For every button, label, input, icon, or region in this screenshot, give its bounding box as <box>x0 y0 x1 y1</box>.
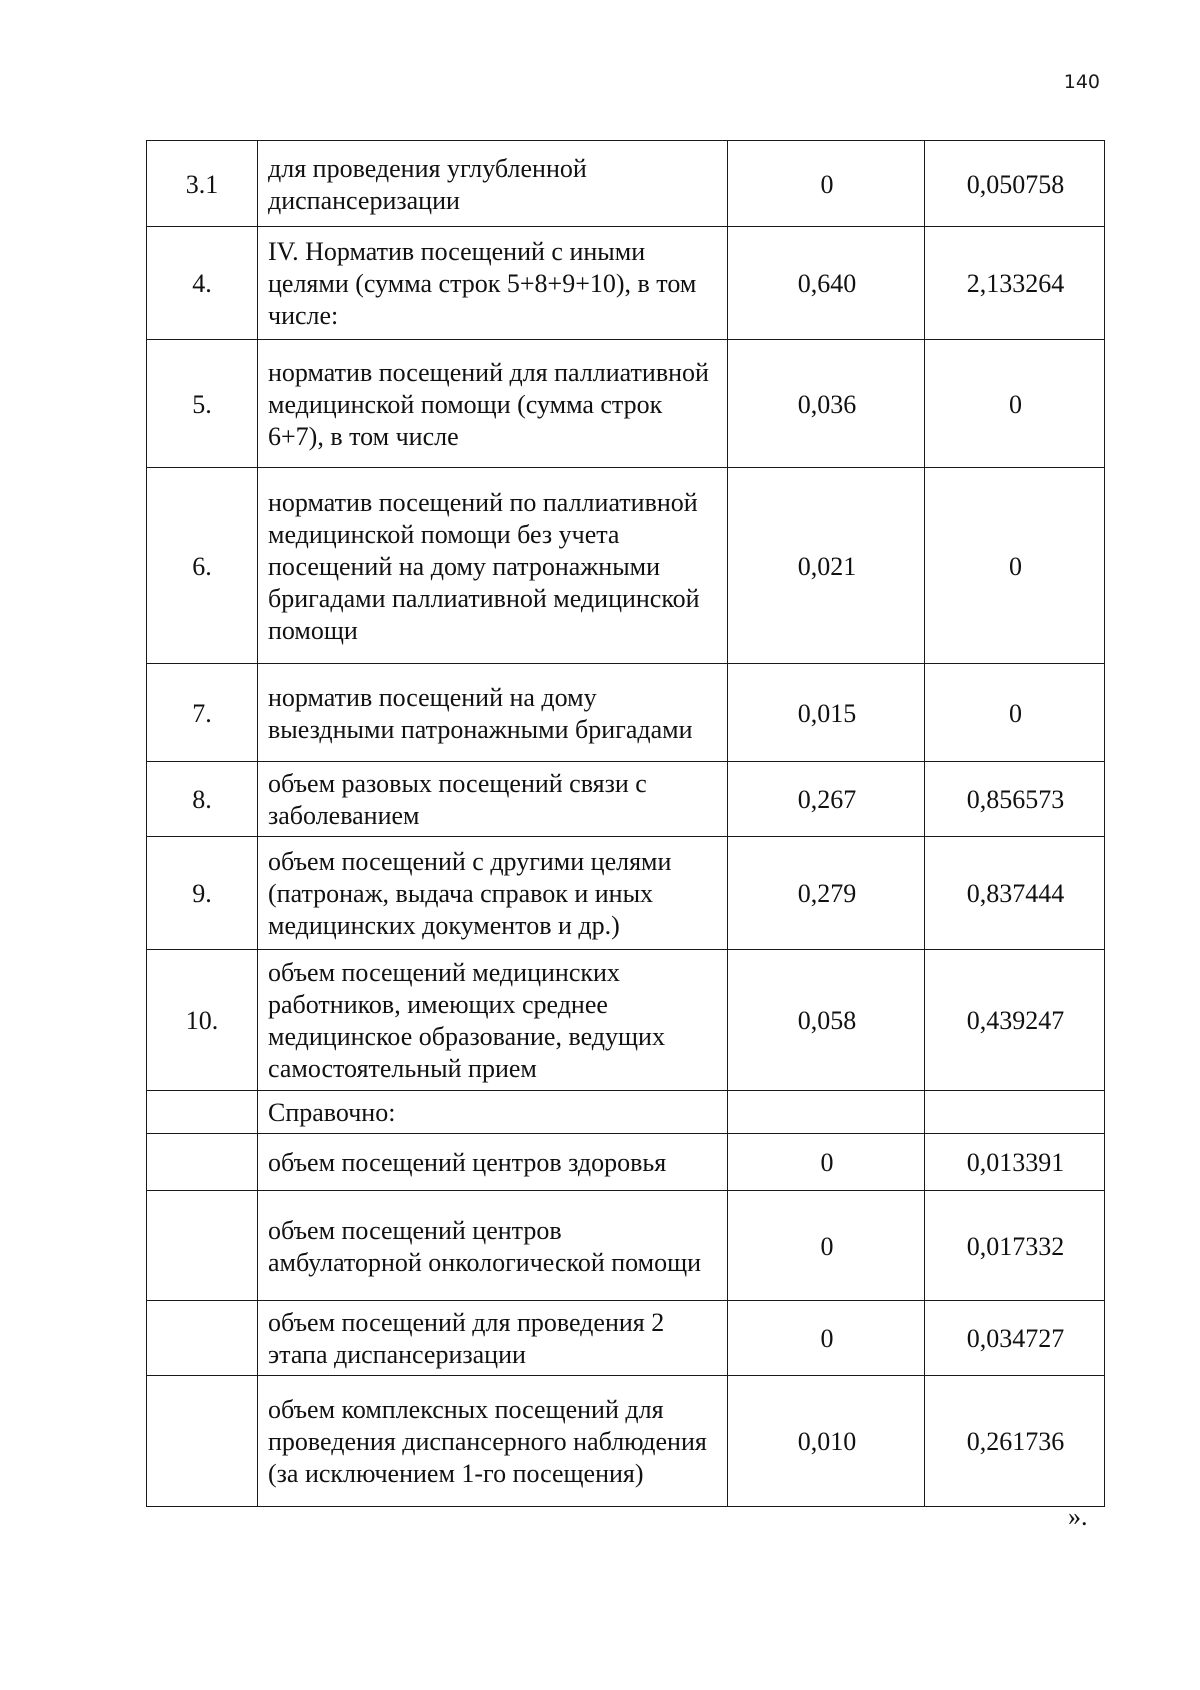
table-row <box>147 1134 1105 1191</box>
norms-table <box>146 140 1105 1507</box>
row-value-2: 0 <box>925 340 1105 468</box>
row-value-2: 2,133264 <box>925 227 1105 340</box>
row-description: объем разовых посещений связи с заболеванием <box>258 762 728 837</box>
row-value-2: 0,013391 <box>925 1134 1105 1191</box>
row-value-1 <box>728 1091 925 1134</box>
row-description: объем комплексных посещений для проведения диспансерного наблюдения (за исключением 1-го посещения) <box>258 1376 728 1507</box>
row-description: норматив посещений по паллиативной медицинской помощи без учета посещений на дому патронажными бригадами паллиативной медицинской помощи <box>258 468 728 664</box>
row-number <box>147 1376 258 1507</box>
row-value-1: 0,015 <box>728 664 925 762</box>
table-row <box>147 1091 1105 1134</box>
row-number: 4. <box>147 227 258 340</box>
row-number: 8. <box>147 762 258 837</box>
table-row <box>147 468 1105 664</box>
row-number <box>147 1191 258 1301</box>
table-row <box>147 664 1105 762</box>
row-value-1: 0 <box>728 1191 925 1301</box>
row-number: 6. <box>147 468 258 664</box>
row-value-1: 0,279 <box>728 837 925 950</box>
row-value-1: 0,058 <box>728 950 925 1091</box>
row-description: объем посещений центров здоровья <box>258 1134 728 1191</box>
table-row <box>147 1191 1105 1301</box>
row-value-1: 0,021 <box>728 468 925 664</box>
table-row <box>147 340 1105 468</box>
row-description: объем посещений центров амбулаторной онкологической помощи <box>258 1191 728 1301</box>
row-description: объем посещений для проведения 2 этапа диспансеризации <box>258 1301 728 1376</box>
row-number: 7. <box>147 664 258 762</box>
row-value-2: 0,261736 <box>925 1376 1105 1507</box>
closing-quote-mark: ». <box>1068 1502 1088 1531</box>
row-number: 3.1 <box>147 141 258 227</box>
table-row <box>147 950 1105 1091</box>
row-description: норматив посещений для паллиативной медицинской помощи (сумма строк 6+7), в том числе <box>258 340 728 468</box>
row-number <box>147 1134 258 1191</box>
row-description: объем посещений медицинских работников, имеющих среднее медицинское образование, ведущих самостоятельный прием <box>258 950 728 1091</box>
row-value-1: 0 <box>728 141 925 227</box>
table-row <box>147 1301 1105 1376</box>
row-description: для проведения углубленной диспансеризации <box>258 141 728 227</box>
row-value-1: 0,267 <box>728 762 925 837</box>
table-row <box>147 141 1105 227</box>
row-value-2: 0 <box>925 664 1105 762</box>
row-description: норматив посещений на дому выездными патронажными бригадами <box>258 664 728 762</box>
page-number: 140 <box>1063 71 1100 93</box>
row-value-1: 0,640 <box>728 227 925 340</box>
row-value-1: 0,010 <box>728 1376 925 1507</box>
row-value-2: 0,439247 <box>925 950 1105 1091</box>
table-row <box>147 762 1105 837</box>
table-row <box>147 837 1105 950</box>
row-number <box>147 1301 258 1376</box>
row-description: IV. Норматив посещений с иными целями (сумма строк 5+8+9+10), в том числе: <box>258 227 728 340</box>
row-number: 5. <box>147 340 258 468</box>
row-value-2: 0,837444 <box>925 837 1105 950</box>
row-number: 9. <box>147 837 258 950</box>
row-value-2 <box>925 1091 1105 1134</box>
row-number: 10. <box>147 950 258 1091</box>
table-row <box>147 227 1105 340</box>
row-value-2: 0,017332 <box>925 1191 1105 1301</box>
row-value-1: 0 <box>728 1134 925 1191</box>
table-row <box>147 1376 1105 1507</box>
row-value-2: 0,856573 <box>925 762 1105 837</box>
row-number <box>147 1091 258 1134</box>
row-value-2: 0,050758 <box>925 141 1105 227</box>
row-value-1: 0 <box>728 1301 925 1376</box>
row-value-1: 0,036 <box>728 340 925 468</box>
row-value-2: 0 <box>925 468 1105 664</box>
row-value-2: 0,034727 <box>925 1301 1105 1376</box>
row-description: объем посещений с другими целями (патронаж, выдача справок и иных медицинских документов и др.) <box>258 837 728 950</box>
row-description: Справочно: <box>258 1091 728 1134</box>
